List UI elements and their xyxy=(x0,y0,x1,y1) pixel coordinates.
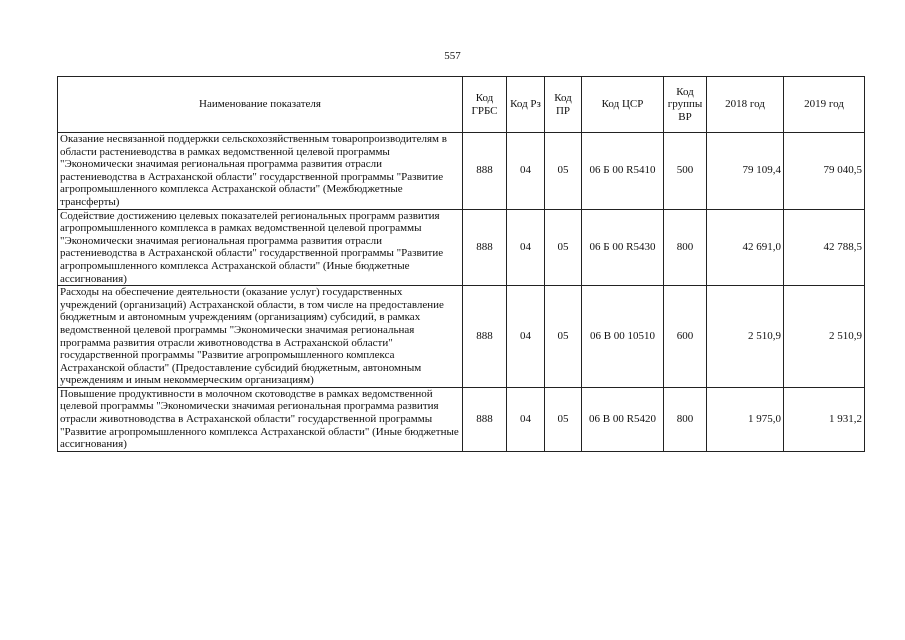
row-2018: 2 510,9 xyxy=(707,286,784,388)
row-name: Содействие достижению целевых показателей региональных программ развития агропромышленного комплекса в рамках ведомственной целевой программы "Экономически значимая региональная программа развития отрасли растениеводства в Астраханской области" государственной программы "Развитие агропромышленного комплекса Астраханской области" (Иные бюджетные ассигнования) xyxy=(58,209,463,286)
row-name: Оказание несвязанной поддержки сельскохозяйственным товаропроизводителям в области растениеводства в рамках ведомственной целевой программы "Экономически значимая региональная программа развития отрасли растениеводства в Астраханской области" государственной программы "Развитие агропромышленного комплекса Астраханской области" (Межбюджетные трансферты) xyxy=(58,133,463,210)
row-rz: 04 xyxy=(507,286,545,388)
header-vr: Код группы ВР xyxy=(664,77,707,133)
row-vr: 800 xyxy=(664,209,707,286)
row-2019: 1 931,2 xyxy=(784,387,865,451)
table-row xyxy=(58,387,865,451)
header-2018: 2018 год xyxy=(707,77,784,133)
header-name: Наименование показателя xyxy=(58,77,463,133)
row-grbs: 888 xyxy=(463,209,507,286)
row-rz: 04 xyxy=(507,387,545,451)
header-csr: Код ЦСР xyxy=(582,77,664,133)
table-row xyxy=(58,286,865,388)
row-2018: 1 975,0 xyxy=(707,387,784,451)
row-csr: 06 Б 00 R5430 xyxy=(582,209,664,286)
row-pr: 05 xyxy=(545,209,582,286)
header-rz: Код Рз xyxy=(507,77,545,133)
row-2019: 79 040,5 xyxy=(784,133,865,210)
header-pr: Код ПР xyxy=(545,77,582,133)
budget-table xyxy=(57,76,865,452)
header-2019: 2019 год xyxy=(784,77,865,133)
row-rz: 04 xyxy=(507,209,545,286)
row-2019: 2 510,9 xyxy=(784,286,865,388)
row-grbs: 888 xyxy=(463,286,507,388)
row-pr: 05 xyxy=(545,133,582,210)
row-grbs: 888 xyxy=(463,133,507,210)
row-csr: 06 В 00 10510 xyxy=(582,286,664,388)
row-csr: 06 Б 00 R5410 xyxy=(582,133,664,210)
row-name: Повышение продуктивности в молочном скотоводстве в рамках ведомственной целевой программы "Экономически значимая региональная программа развития отрасли животноводства в Астраханской области" государственной программы "Развитие агропромышленного комплекса Астраханской области" (Иные бюджетные ассигнования) xyxy=(58,387,463,451)
row-name: Расходы на обеспечение деятельности (оказание услуг) государственных учреждений (организаций) Астраханской области, в том числе на предоставление бюджетным и автономным учреждениям (организациям) субсидий, в рамках ведомственной целевой программы "Экономически значимая региональная программа развития отрасли животноводства в Астраханской области" государственной программы "Развитие агропромышленного комплекса Астраханской области" (Предоставление субсидий бюджетным, автономным учреждениям и иным некоммерческим организациям) xyxy=(58,286,463,388)
table-header-row xyxy=(58,77,865,133)
table-row xyxy=(58,209,865,286)
row-grbs: 888 xyxy=(463,387,507,451)
row-2018: 79 109,4 xyxy=(707,133,784,210)
row-vr: 800 xyxy=(664,387,707,451)
page-number: 557 xyxy=(444,50,461,62)
row-vr: 500 xyxy=(664,133,707,210)
row-rz: 04 xyxy=(507,133,545,210)
row-2019: 42 788,5 xyxy=(784,209,865,286)
row-2018: 42 691,0 xyxy=(707,209,784,286)
row-vr: 600 xyxy=(664,286,707,388)
table-row xyxy=(58,133,865,210)
row-pr: 05 xyxy=(545,286,582,388)
row-pr: 05 xyxy=(545,387,582,451)
header-grbs: Код ГРБС xyxy=(463,77,507,133)
row-csr: 06 В 00 R5420 xyxy=(582,387,664,451)
